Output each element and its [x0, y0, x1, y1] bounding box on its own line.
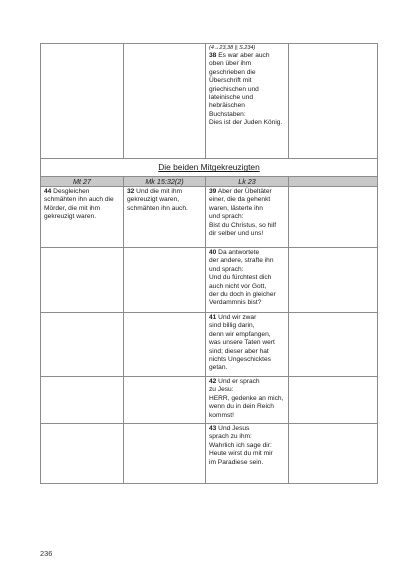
verse-line: hebräischen [209, 102, 245, 110]
verse-line: HERR, gedenke an mich, [209, 394, 284, 402]
verse-line: Dies ist der Juden König. [209, 119, 283, 127]
verse-line: dir selber und uns! [209, 230, 264, 238]
verse-line: geschrieben die [209, 68, 256, 76]
verse-text [209, 52, 285, 128]
section-title: Die beiden Mitgekreuzigten [158, 162, 260, 173]
verse-line: Und Jesus [216, 425, 250, 432]
mt-cell [41, 377, 124, 424]
column-header-extra [289, 177, 378, 187]
verse-line: sind billig darin, [209, 322, 255, 330]
verse-line: Wahrlich ich sage dir: [209, 441, 272, 449]
lk-cell [206, 248, 289, 313]
verse-line: zu Jesu: [209, 386, 234, 394]
mt-cell [41, 187, 124, 248]
verse-number: 32 [127, 188, 135, 195]
verse-line: denn wir empfangen, [209, 330, 271, 338]
verse-line: Bist du Christus, so hilf [209, 221, 277, 229]
verse-number: 41 [209, 314, 217, 321]
verse-line: gekreuzigt waren, [127, 196, 180, 204]
verse-line: schmähten ihn auch die [44, 196, 114, 204]
verse-number: 42 [209, 378, 217, 385]
verse-line: oben über ihm [209, 60, 252, 68]
mt-cell [41, 424, 124, 484]
mk-cell [124, 424, 206, 484]
verse-line: waren, lästerte ihn [209, 204, 263, 212]
verse-line: einer, die da gehenkt [209, 196, 271, 204]
table-row [41, 248, 378, 313]
page-number: 236 [40, 549, 53, 558]
verse-line: sind; dieser aber hat [209, 347, 269, 355]
mk-cell [124, 377, 206, 424]
column-header-lk: Lk 23 [206, 177, 289, 187]
verse-line: schmähten ihn auch. [127, 204, 188, 212]
column-header-mk: Mk 15:32(2) [124, 177, 206, 187]
verse-line: und sprach: [209, 213, 244, 221]
mt-cell [41, 248, 124, 313]
verse-line: sprach zu ihm: [209, 433, 252, 441]
section-header-row [41, 159, 378, 177]
verse-line: Verdammnis bist? [209, 299, 262, 307]
verse-line: nichts Ungeschicktes [209, 356, 271, 364]
table-row [41, 424, 378, 484]
mt-cell [41, 313, 124, 377]
cross-reference: (4→23,38 || S.234) [209, 45, 256, 51]
verse-line: Und er sprach [216, 378, 260, 385]
verse-line: Aber der Übeltäter [216, 188, 272, 195]
column-header-mt: Mt 27 [41, 177, 124, 187]
extra-cell-empty [289, 44, 378, 159]
verse-number: 43 [209, 425, 217, 432]
verse-line: Da antwortete [216, 249, 260, 256]
lk-cell [206, 187, 289, 248]
verse-number: 39 [209, 188, 217, 195]
verse-line: im Paradiese sein. [209, 458, 264, 466]
verse-line: getan. [209, 364, 228, 372]
verse-line: der andere, strafte ihn [209, 257, 274, 265]
lk-cell [206, 313, 289, 377]
extra-cell [289, 248, 378, 313]
verse-line: der du doch in gleicher [209, 291, 276, 299]
verse-line: Desgleichen [51, 188, 90, 195]
column-header-row [41, 177, 378, 187]
table-row [41, 377, 378, 424]
verse-line: kommst! [209, 411, 234, 419]
verse-line: wenn du in dein Reich [209, 403, 274, 411]
extra-cell [289, 187, 378, 248]
section-header-cell [41, 159, 378, 177]
extra-cell [289, 377, 378, 424]
verse-line: Es war aber auch [218, 52, 270, 59]
table-row-top [41, 44, 378, 159]
verse-number: 38 [209, 52, 217, 59]
verse-line: gekreuzigt waren. [44, 213, 97, 221]
verse-line: griechischen und [209, 85, 259, 93]
verse-line: Und wir zwar [216, 314, 257, 321]
verse-line: Heute wirst du mit mir [209, 450, 273, 458]
verse-line: Buchstaben: [209, 110, 246, 118]
lk-cell-38 [206, 44, 289, 159]
extra-cell [289, 313, 378, 377]
verse-line: und sprach: [209, 265, 244, 273]
mk-cell [124, 313, 206, 377]
table-row [41, 187, 378, 248]
mk-cell-empty [124, 44, 206, 159]
mk-cell [124, 248, 206, 313]
verse-line: was unsere Taten wert [209, 339, 275, 347]
verse-line: Und die mit ihm [134, 188, 182, 195]
verse-line: Und du fürchtest dich [209, 274, 272, 282]
lk-cell [206, 424, 289, 484]
verse-number: 44 [44, 188, 52, 195]
verse-line: auch nicht vor Gott, [209, 282, 267, 290]
verse-line: Mörder, die mit ihm [44, 204, 101, 212]
verse-line: lateinische und [209, 94, 253, 102]
synopsis-table [40, 43, 378, 484]
verse-number: 40 [209, 249, 217, 256]
table-row [41, 313, 378, 377]
mt-cell-empty [41, 44, 124, 159]
mk-cell [124, 187, 206, 248]
lk-cell [206, 377, 289, 424]
extra-cell [289, 424, 378, 484]
verse-line: Überschrift mit [209, 77, 252, 85]
